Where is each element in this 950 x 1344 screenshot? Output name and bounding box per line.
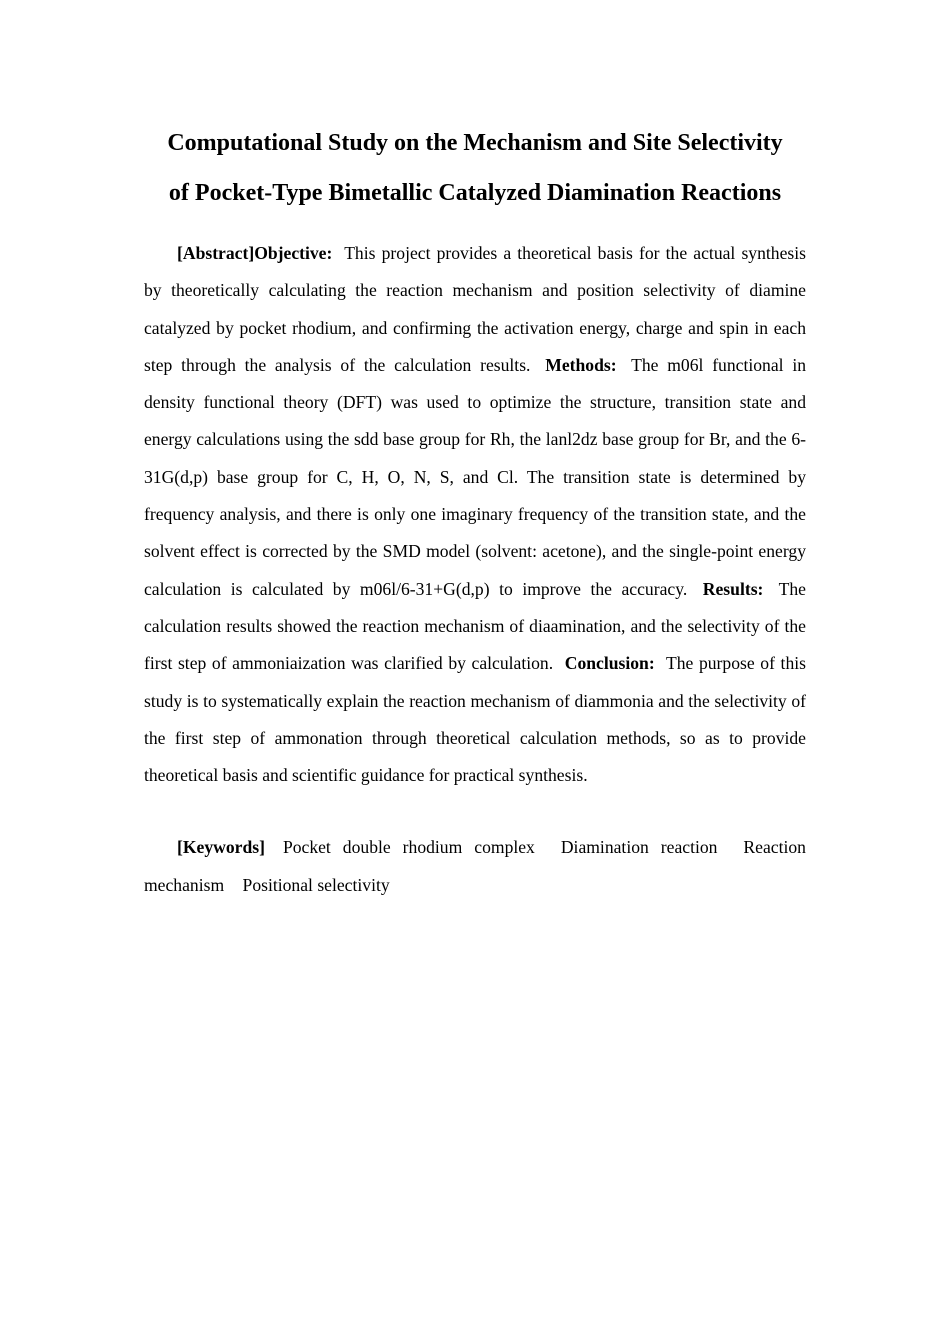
keyword-item: Positional selectivity	[242, 874, 390, 895]
objective-label: Objective:	[254, 243, 333, 263]
methods-text: The m06l functional in density functional theory (DFT) was used to optimize the structure, transition state and energy calculations using the sdd base group for Rh, the lanl2dz base group for Br, and the 6-31G(d,p) base group for C, H, O, N, S, and Cl. The transition state is determined by frequency analysis, and there is only one imaginary frequency of the transition state, and the solvent effect is corrected by the SMD model (solvent: acetone), and the single-point energy calculation is calculated by m06l/6-31+G(d,p) to improve the accuracy.	[144, 354, 806, 599]
conclusion-label: Conclusion:	[564, 653, 655, 674]
paper-page	[144, 118, 806, 904]
conclusion-text: The purpose of this study is to systematically explain the reaction mechanism of diammonia and the selectivity of the first step of ammonation through theoretical calculation methods, so as to provide theoretical basis and scientific guidance for practical synthesis.	[144, 653, 806, 786]
title-line-2: of Pocket-Type Bimetallic Catalyzed Diamination Reactions	[168, 180, 782, 206]
keyword-item: Reaction mechanism	[144, 837, 806, 895]
objective-text: This project provides a theoretical basis for the actual synthesis by theoretically calculating the reaction mechanism and position selectivity of diamine catalyzed by pocket rhodium, and confirming the activation energy, charge and spin in each step through the analysis of the calculation results.	[144, 243, 806, 375]
keywords-paragraph	[144, 829, 806, 904]
results-text: The calculation results showed the reaction mechanism of diaamination, and the selectivity of the first step of ammoniaization was clarified by calculation.	[144, 578, 806, 674]
methods-label: Methods:	[545, 354, 617, 375]
keyword-item: Pocket double rhodium complex	[282, 837, 535, 858]
title-line-1: Computational Study on the Mechanism and Site Selectivity	[167, 130, 783, 156]
paper-title	[144, 118, 806, 218]
keywords-label: [Keywords]	[177, 837, 265, 858]
abstract-paragraph	[144, 235, 806, 794]
keyword-item: Diamination reaction	[560, 837, 718, 858]
results-label: Results:	[702, 578, 764, 599]
abstract-label: [Abstract]	[177, 243, 255, 263]
